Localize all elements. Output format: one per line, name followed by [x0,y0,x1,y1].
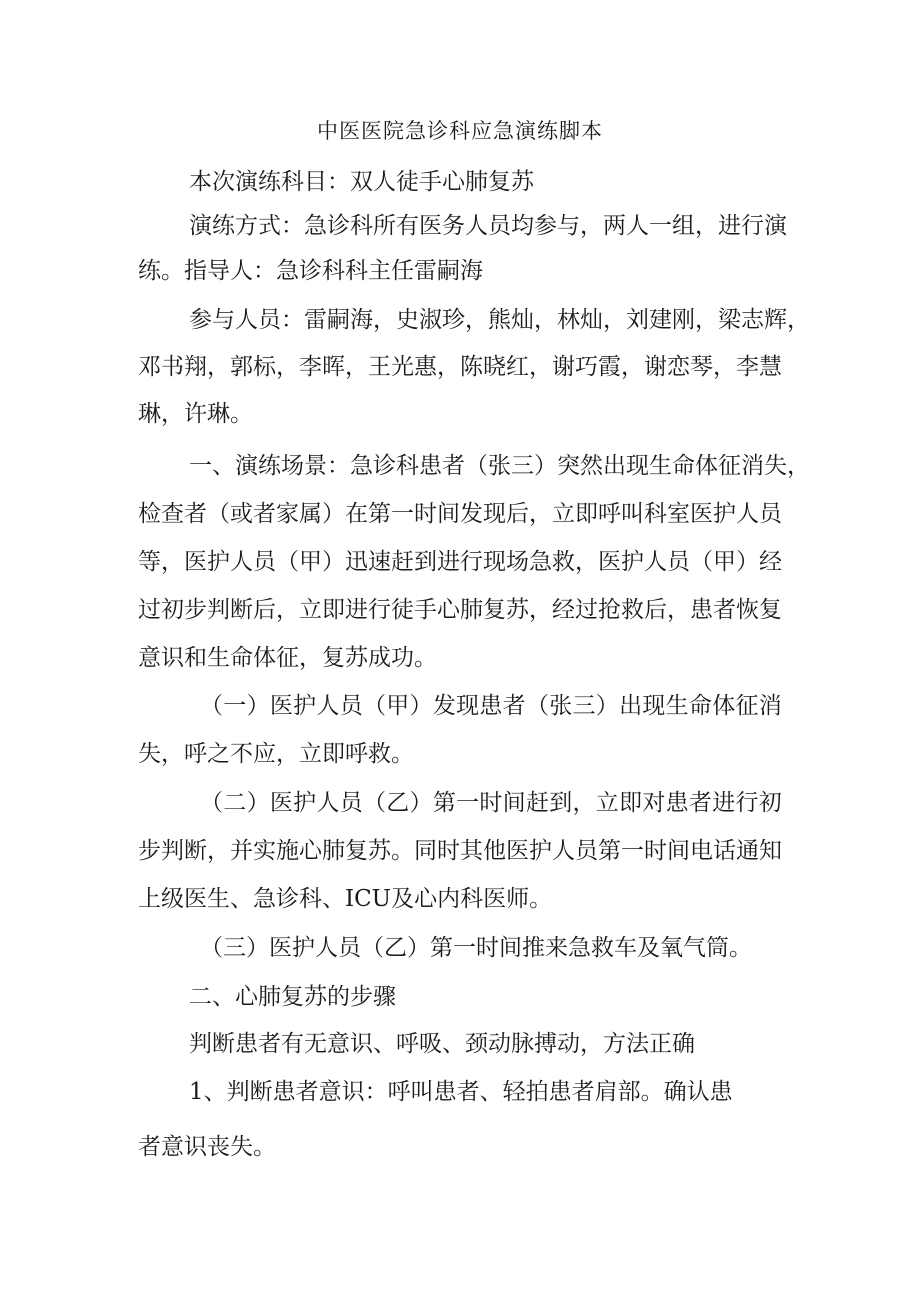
text-line: 者意识丧失。 [138,1134,276,1160]
text-glyph: 式 [258,213,281,239]
text-glyph: ， [207,354,230,380]
text-glyph: 谢 [644,354,667,380]
text-glyph: 等 [138,549,161,575]
text-glyph: 复 [483,597,506,623]
text-line-justified [200,787,782,819]
text-glyph: 均 [511,213,534,239]
text-glyph: 知 [759,838,782,864]
text-glyph: 张 [549,693,573,719]
text-glyph: 科 [396,453,419,479]
text-glyph: 建 [649,307,672,333]
text-glyph: 淑 [419,307,442,333]
text-glyph: 患 [479,693,503,719]
text-glyph: 灿 [580,307,603,333]
text-line-justified [138,546,782,578]
text-glyph: 间 [502,790,526,816]
text-glyph: ， [276,354,299,380]
text-glyph: ， [465,307,488,333]
text-glyph: ） [409,790,433,816]
text-glyph: 立 [299,597,322,623]
text-line: 本次演练科目：双人徒手心肺复苏 [189,169,534,195]
text-glyph: ） [322,501,345,527]
text-glyph: 刘 [626,307,649,333]
text-glyph: 人 [465,213,488,239]
text-glyph: 护 [293,693,317,719]
text-glyph: （ [525,693,549,719]
text-glyph: 熊 [488,307,511,333]
text-glyph: （ [200,790,223,816]
text-glyph: 员 [488,213,511,239]
text-glyph: 间 [667,838,690,864]
text-glyph: 标 [253,354,276,380]
text-line: 练。指导人：急诊科科主任雷嗣海 [138,258,483,284]
text-glyph: 人 [316,693,340,719]
text-glyph: 医 [506,838,529,864]
text-glyph: 科 [644,501,667,527]
text-glyph: 辉 [764,307,787,333]
text-glyph: 属 [299,501,322,527]
text-glyph: ， [529,354,552,380]
text-glyph: 李 [299,354,322,380]
text-glyph: 并 [230,838,253,864]
text-glyph: 征 [718,453,741,479]
text-glyph: 生 [665,693,689,719]
text-glyph: 即 [575,501,598,527]
text-glyph: 嗣 [327,307,350,333]
text-glyph: 海 [350,307,373,333]
text-glyph: 消 [758,693,782,719]
text-glyph: 甲 [713,549,736,575]
text-glyph: 家 [276,501,299,527]
text-glyph: 救 [621,597,644,623]
text-glyph: 突 [557,453,580,479]
text-glyph: ， [621,354,644,380]
text-glyph: 生 [649,453,672,479]
text-glyph: ， [695,307,718,333]
text-glyph: 进 [712,790,736,816]
text-glyph: 断 [230,597,253,623]
text-glyph: 一 [189,453,212,479]
text-glyph: 人 [644,549,667,575]
text-glyph: 人 [736,501,759,527]
text-glyph: 心 [437,597,460,623]
text-glyph: 晓 [483,354,506,380]
text-glyph: 一 [456,790,480,816]
text-glyph: 陈 [460,354,483,380]
text-glyph: 灿 [511,307,534,333]
text-glyph: 员 [667,549,690,575]
text-glyph: 断 [184,838,207,864]
text-glyph: 演 [764,213,787,239]
text-glyph: 慧 [759,354,782,380]
text-glyph: 初 [161,597,184,623]
text-glyph: ， [787,453,810,479]
text-glyph: ， [437,354,460,380]
text-line: 上级医生、急诊科、ICU及心内科医师。 [138,886,553,912]
text-glyph: 过 [575,597,598,623]
text-glyph: 复 [345,838,368,864]
text-glyph: （ [362,693,386,719]
document-title: 中医医院急诊科应急演练脚本 [317,119,603,143]
text-glyph: 消 [741,453,764,479]
text-glyph: 景 [304,453,327,479]
text-glyph: 出 [603,453,626,479]
text-glyph: 科 [350,213,373,239]
text-glyph: 第 [368,501,391,527]
text-glyph: 医 [184,549,207,575]
text-glyph: 护 [207,549,230,575]
text-glyph: 进 [718,213,741,239]
text-glyph: 者 [502,693,526,719]
text-glyph: （ [276,549,299,575]
text-line-justified [189,450,810,482]
text-glyph: 演 [189,213,212,239]
text-glyph: 王 [368,354,391,380]
text-glyph: 员 [253,549,276,575]
text-glyph: 三 [511,453,534,479]
text-line-justified [189,304,810,336]
text-glyph: 员 [575,838,598,864]
text-glyph: 与 [212,307,235,333]
text-glyph: 命 [672,453,695,479]
text-glyph: 过 [138,597,161,623]
text-glyph: 一 [223,693,247,719]
text-glyph: 雷 [304,307,327,333]
text-glyph: 一 [649,213,672,239]
text-glyph: ， [695,213,718,239]
text-glyph: 室 [667,501,690,527]
text-line: 失，呼之不应，立即呼救。 [138,741,414,767]
text-glyph: 行 [368,597,391,623]
text-glyph: 者 [184,501,207,527]
text-glyph: 间 [437,501,460,527]
text-glyph: 甲 [299,549,322,575]
text-glyph: 人 [235,307,258,333]
text-glyph: （ [207,501,230,527]
text-glyph: 叫 [621,501,644,527]
text-glyph: 一 [621,838,644,864]
text-glyph: 到 [414,549,437,575]
text-glyph: 员 [759,501,782,527]
text-glyph: 到 [549,790,573,816]
text-glyph: ， [534,307,557,333]
text-glyph: 然 [580,453,603,479]
text-glyph: ， [603,307,626,333]
text-glyph: 电 [690,838,713,864]
text-glyph: 后 [644,597,667,623]
text-glyph: 霞 [598,354,621,380]
text-glyph: 者 [713,597,736,623]
text-glyph: ） [246,693,270,719]
section-heading: 二、心肺复苏的步骤 [189,984,396,1010]
text-line: （三）医护人员（乙）第一时间推来急救车及氧气筒。 [200,935,752,961]
text-line-justified [138,594,782,626]
text-glyph: 谢 [552,354,575,380]
text-glyph: 苏 [368,838,391,864]
text-glyph: ， [345,354,368,380]
text-glyph: 复 [759,597,782,623]
text-glyph: （ [200,693,223,719]
text-glyph: ， [572,790,596,816]
text-glyph: ） [322,549,345,575]
text-glyph: 史 [396,307,419,333]
text-glyph: 员 [258,307,281,333]
text-glyph: 现 [483,549,506,575]
text-glyph: 患 [419,453,442,479]
text-glyph: 张 [488,453,511,479]
text-glyph: 医 [269,790,293,816]
text-glyph: 苏 [506,597,529,623]
text-glyph: 进 [437,549,460,575]
text-glyph: 场 [506,549,529,575]
text-glyph: ， [276,597,299,623]
text-glyph: 三 [572,693,596,719]
text-glyph: 时 [644,838,667,864]
text-glyph: 患 [690,597,713,623]
text-glyph: 邓 [138,354,161,380]
text-glyph: 者 [688,790,712,816]
text-glyph: 者 [253,501,276,527]
text-glyph: 人 [552,838,575,864]
text-glyph: 参 [189,307,212,333]
text-glyph: 判 [207,597,230,623]
text-line-justified [200,690,782,722]
text-glyph: （ [690,549,713,575]
text-glyph: 刚 [672,307,695,333]
text-glyph: ） [595,693,619,719]
text-glyph: 二 [223,790,247,816]
text-glyph: 行 [735,790,759,816]
text-glyph: 对 [642,790,666,816]
text-glyph: 判 [161,838,184,864]
text-glyph: 现 [483,501,506,527]
text-glyph: ， [529,501,552,527]
text-glyph: 护 [713,501,736,527]
text-glyph: 话 [713,838,736,864]
text-glyph: 演 [235,453,258,479]
text-glyph: ： [327,453,350,479]
text-glyph: 晖 [322,354,345,380]
text-glyph: 肺 [460,597,483,623]
text-glyph: 诊 [327,213,350,239]
text-glyph: 患 [665,790,689,816]
text-glyph: 、 [212,453,235,479]
text-glyph: 所 [373,213,396,239]
text-glyph: 员 [339,790,363,816]
text-glyph: 琴 [690,354,713,380]
text-glyph: 乙 [386,790,410,816]
text-glyph: 方 [235,213,258,239]
text-glyph: 护 [621,549,644,575]
text-glyph: 医 [269,693,293,719]
text-glyph: 进 [345,597,368,623]
text-glyph: ， [207,838,230,864]
text-glyph: ， [713,354,736,380]
text-glyph: 有 [396,213,419,239]
text-glyph: ， [667,597,690,623]
text-glyph: 发 [460,501,483,527]
text-glyph: 心 [299,838,322,864]
text-glyph: 惠 [414,354,437,380]
text-glyph: 行 [460,549,483,575]
text-glyph: 一 [391,501,414,527]
text-line-justified [189,210,787,242]
text-line-justified [138,835,782,867]
text-glyph: 赶 [391,549,414,575]
text-line: 琳，许琳。 [138,401,253,427]
text-glyph: 肺 [322,838,345,864]
text-glyph: ， [373,307,396,333]
text-glyph: 手 [414,597,437,623]
text-glyph: 即 [322,597,345,623]
text-glyph: 医 [598,549,621,575]
text-glyph: 与 [557,213,580,239]
text-line: 意识和生命体征，复苏成功。 [138,645,437,671]
text-glyph: ， [575,549,598,575]
text-glyph: 员 [339,693,363,719]
text-glyph: 初 [758,790,782,816]
text-glyph: （ [465,453,488,479]
text-glyph: 医 [419,213,442,239]
text-glyph: ， [580,213,603,239]
text-glyph: 后 [506,501,529,527]
text-glyph: 书 [161,354,184,380]
text-glyph: 行 [741,213,764,239]
text-glyph: 征 [735,693,759,719]
text-glyph: ） [736,549,759,575]
text-glyph: （ [362,790,386,816]
text-glyph: 珍 [442,307,465,333]
text-glyph: 恢 [736,597,759,623]
text-glyph: 翔 [184,354,207,380]
text-glyph: 迅 [345,549,368,575]
text-glyph: ， [787,307,810,333]
text-glyph: 人 [626,213,649,239]
text-glyph: 红 [506,354,529,380]
text-glyph: 抢 [598,597,621,623]
text-glyph: 志 [741,307,764,333]
text-glyph: 参 [534,213,557,239]
text-glyph: ） [534,453,557,479]
text-glyph: 急 [529,549,552,575]
text-glyph: 或 [230,501,253,527]
text-glyph: 甲 [386,693,410,719]
text-line: 1、判断患者意识：呼叫患者、轻拍患者肩部。确认患 [189,1079,733,1105]
text-glyph: 林 [557,307,580,333]
text-glyph: 赶 [525,790,549,816]
text-glyph: 时 [414,501,437,527]
text-glyph: 现 [642,693,666,719]
text-glyph: 诊 [373,453,396,479]
text-glyph: 其 [460,838,483,864]
text-glyph: 现 [456,693,480,719]
text-glyph: 出 [619,693,643,719]
text-glyph: 巧 [575,354,598,380]
text-glyph: 李 [736,354,759,380]
text-glyph: 查 [161,501,184,527]
text-glyph: 实 [253,838,276,864]
text-line-justified [138,498,782,530]
text-glyph: 梁 [718,307,741,333]
text-glyph: 通 [736,838,759,864]
text-glyph: 体 [695,453,718,479]
text-glyph: 发 [432,693,456,719]
text-glyph: 失 [764,453,787,479]
text-glyph: 步 [184,597,207,623]
text-glyph: 。 [391,838,414,864]
text-glyph: 组 [672,213,695,239]
text-glyph: 体 [712,693,736,719]
text-glyph: 呼 [598,501,621,527]
text-glyph: 者 [442,453,465,479]
text-glyph: 场 [281,453,304,479]
text-glyph: 命 [688,693,712,719]
text-glyph: 在 [345,501,368,527]
text-glyph: 务 [442,213,465,239]
text-glyph: 徒 [391,597,414,623]
text-glyph: 郭 [230,354,253,380]
text-glyph: 经 [552,597,575,623]
text-glyph: 后 [253,597,276,623]
text-glyph: 同 [414,838,437,864]
text-glyph: 救 [552,549,575,575]
text-glyph: 经 [759,549,782,575]
text-glyph: 人 [316,790,340,816]
text-glyph: 护 [529,838,552,864]
text-glyph: 护 [293,790,317,816]
text-glyph: 施 [276,838,299,864]
text-glyph: 光 [391,354,414,380]
text-glyph: 速 [368,549,391,575]
text-line: 判断患者有无意识、呼吸、颈动脉搏动，方法正确 [189,1031,695,1057]
text-glyph: 练 [212,213,235,239]
text-glyph: ： [281,213,304,239]
text-glyph: 即 [619,790,643,816]
text-glyph: 立 [552,501,575,527]
text-glyph: 检 [138,501,161,527]
text-glyph: 现 [626,453,649,479]
text-glyph: 立 [595,790,619,816]
text-glyph: 他 [483,838,506,864]
text-glyph: 第 [432,790,456,816]
text-glyph: 两 [603,213,626,239]
text-glyph: 时 [437,838,460,864]
text-glyph: ） [409,693,433,719]
text-glyph: 步 [138,838,161,864]
text-glyph: 医 [690,501,713,527]
text-glyph: 第 [598,838,621,864]
text-glyph: ： [281,307,304,333]
text-glyph: 时 [479,790,503,816]
text-glyph: 急 [304,213,327,239]
text-glyph: ， [529,597,552,623]
text-glyph: ， [161,549,184,575]
text-glyph: 急 [350,453,373,479]
text-glyph: ） [246,790,270,816]
text-glyph: 人 [230,549,253,575]
text-line-justified [138,351,782,383]
text-glyph: 练 [258,453,281,479]
text-glyph: 恋 [667,354,690,380]
